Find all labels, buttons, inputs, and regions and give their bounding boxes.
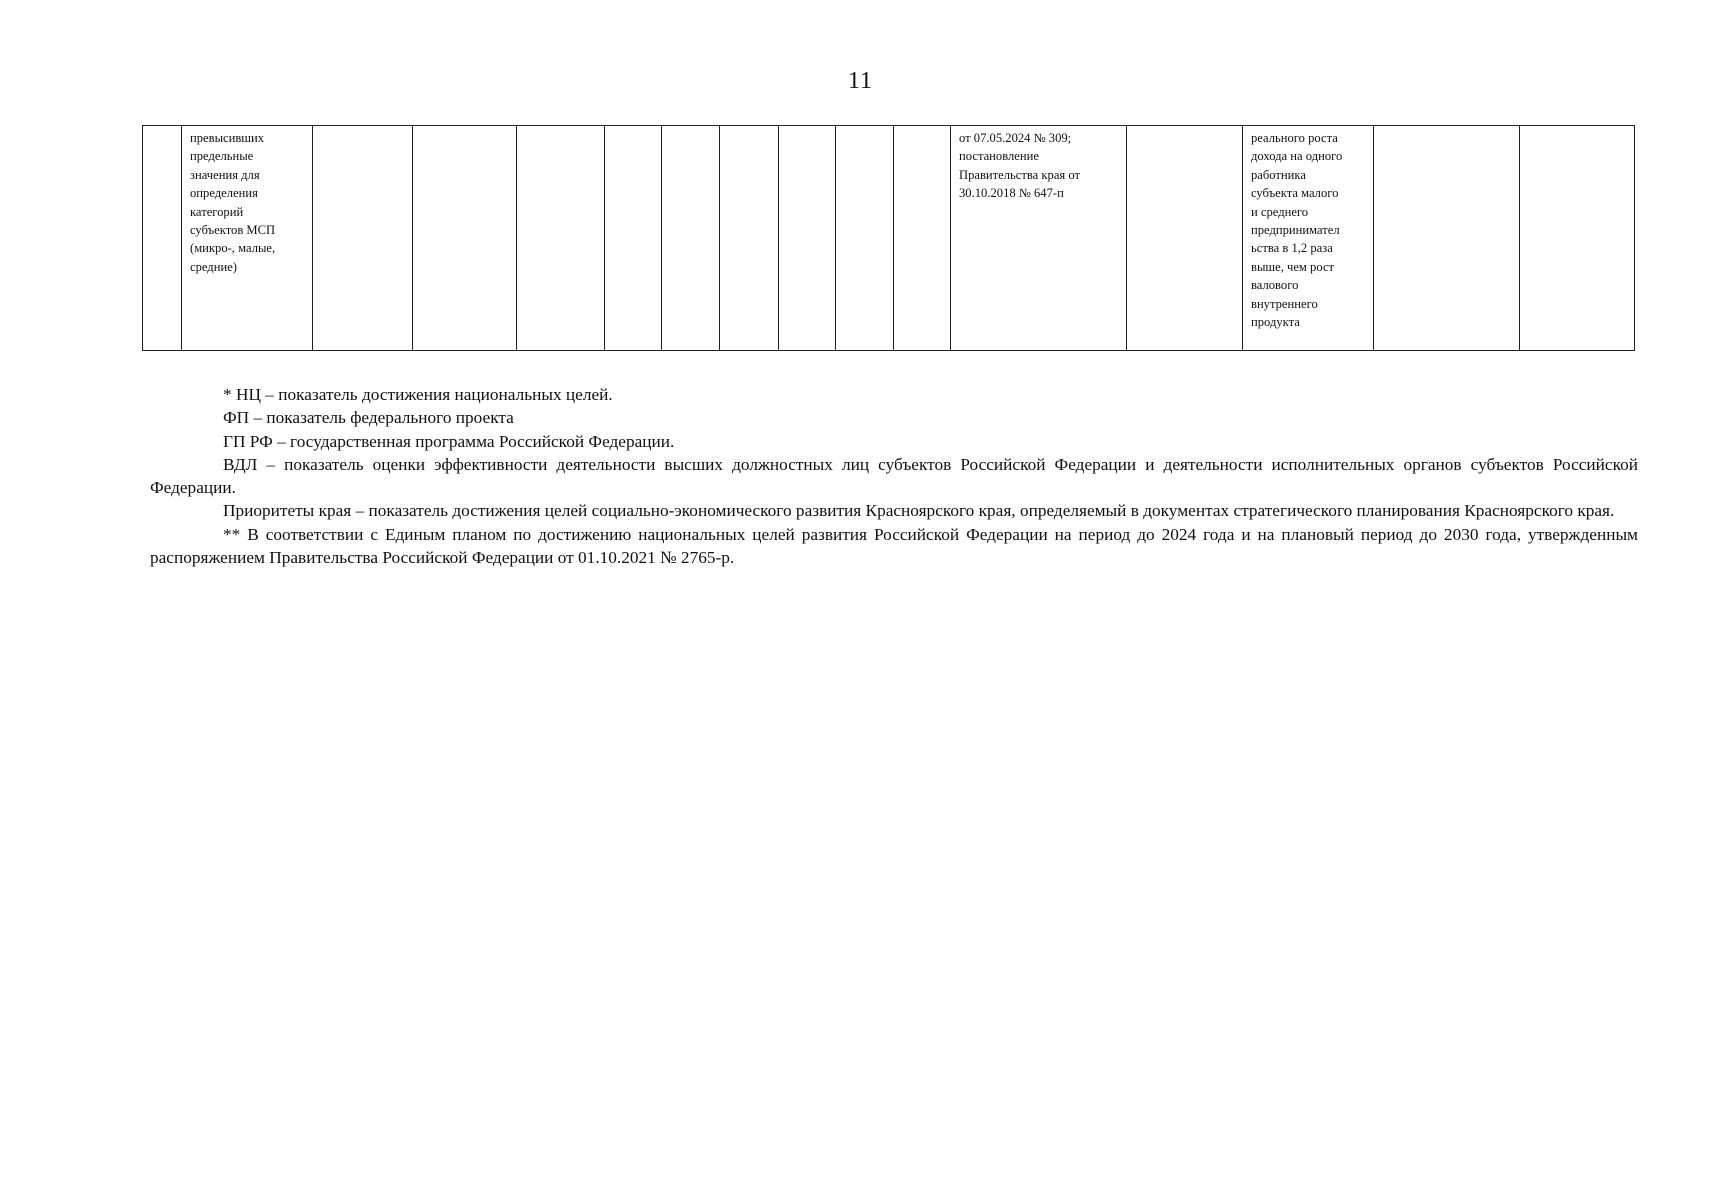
table-cell [662, 126, 720, 351]
table-cell [1520, 126, 1635, 351]
table-cell [894, 126, 951, 351]
table-cell [779, 126, 836, 351]
footnotes [150, 383, 1638, 569]
page-number: 11 [847, 68, 874, 94]
goal-text: реального роста дохода на одного работника субъекта малого и среднего предпринимател ьства в 1,2 раза выше, чем рост валового внутреннего продукта [1251, 131, 1343, 330]
table-cell [605, 126, 662, 351]
table-cell [413, 126, 517, 351]
indicators-table-continuation [142, 125, 1635, 351]
footnote-fp: ФП – показатель федерального проекта [223, 408, 514, 428]
table-cell-indicator [182, 126, 313, 351]
table-cell [1374, 126, 1520, 351]
table-cell [517, 126, 605, 351]
table-cell [836, 126, 894, 351]
indicator-text: превысивших предельные значения для определения категорий субъектов МСП (микро-, малые, средние) [190, 131, 276, 274]
footnote-priorities: Приоритеты края – показатель достижения целей социально-экономического развития Красноярского края, определяемый в документах стратегического планирования Красноярского края. [223, 501, 1615, 521]
table-cell-goal [1243, 126, 1374, 351]
footnote-nc: * НЦ – показатель достижения национальных целей. [223, 385, 613, 404]
footnote-gp-rf: ГП РФ – государственная программа Российской Федерации. [223, 431, 675, 451]
table-cell [720, 126, 779, 351]
table-cell [1127, 126, 1243, 351]
table-cell-document [951, 126, 1127, 351]
table-cell-number [143, 126, 182, 351]
document-text: от 07.05.2024 № 309; постановление Правительства края от 30.10.2018 № 647-п [959, 131, 1080, 201]
footnote-unified-plan: ** В соответствии с Единым планом по достижению национальных целей развития Российской Федерации на период до 2024 года и на плановый период до 2030 года, утвержденным распоряжением Правительства Российской Федерации от 01.10.2021 № 2765-р. [150, 524, 1638, 568]
table-cell [313, 126, 413, 351]
table-row [143, 126, 1635, 351]
footnote-vdl: ВДЛ – показатель оценки эффективности деятельности высших должностных лиц субъектов Российской Федерации и деятельности исполнительных органов субъектов Российской Федерации. [150, 454, 1638, 498]
